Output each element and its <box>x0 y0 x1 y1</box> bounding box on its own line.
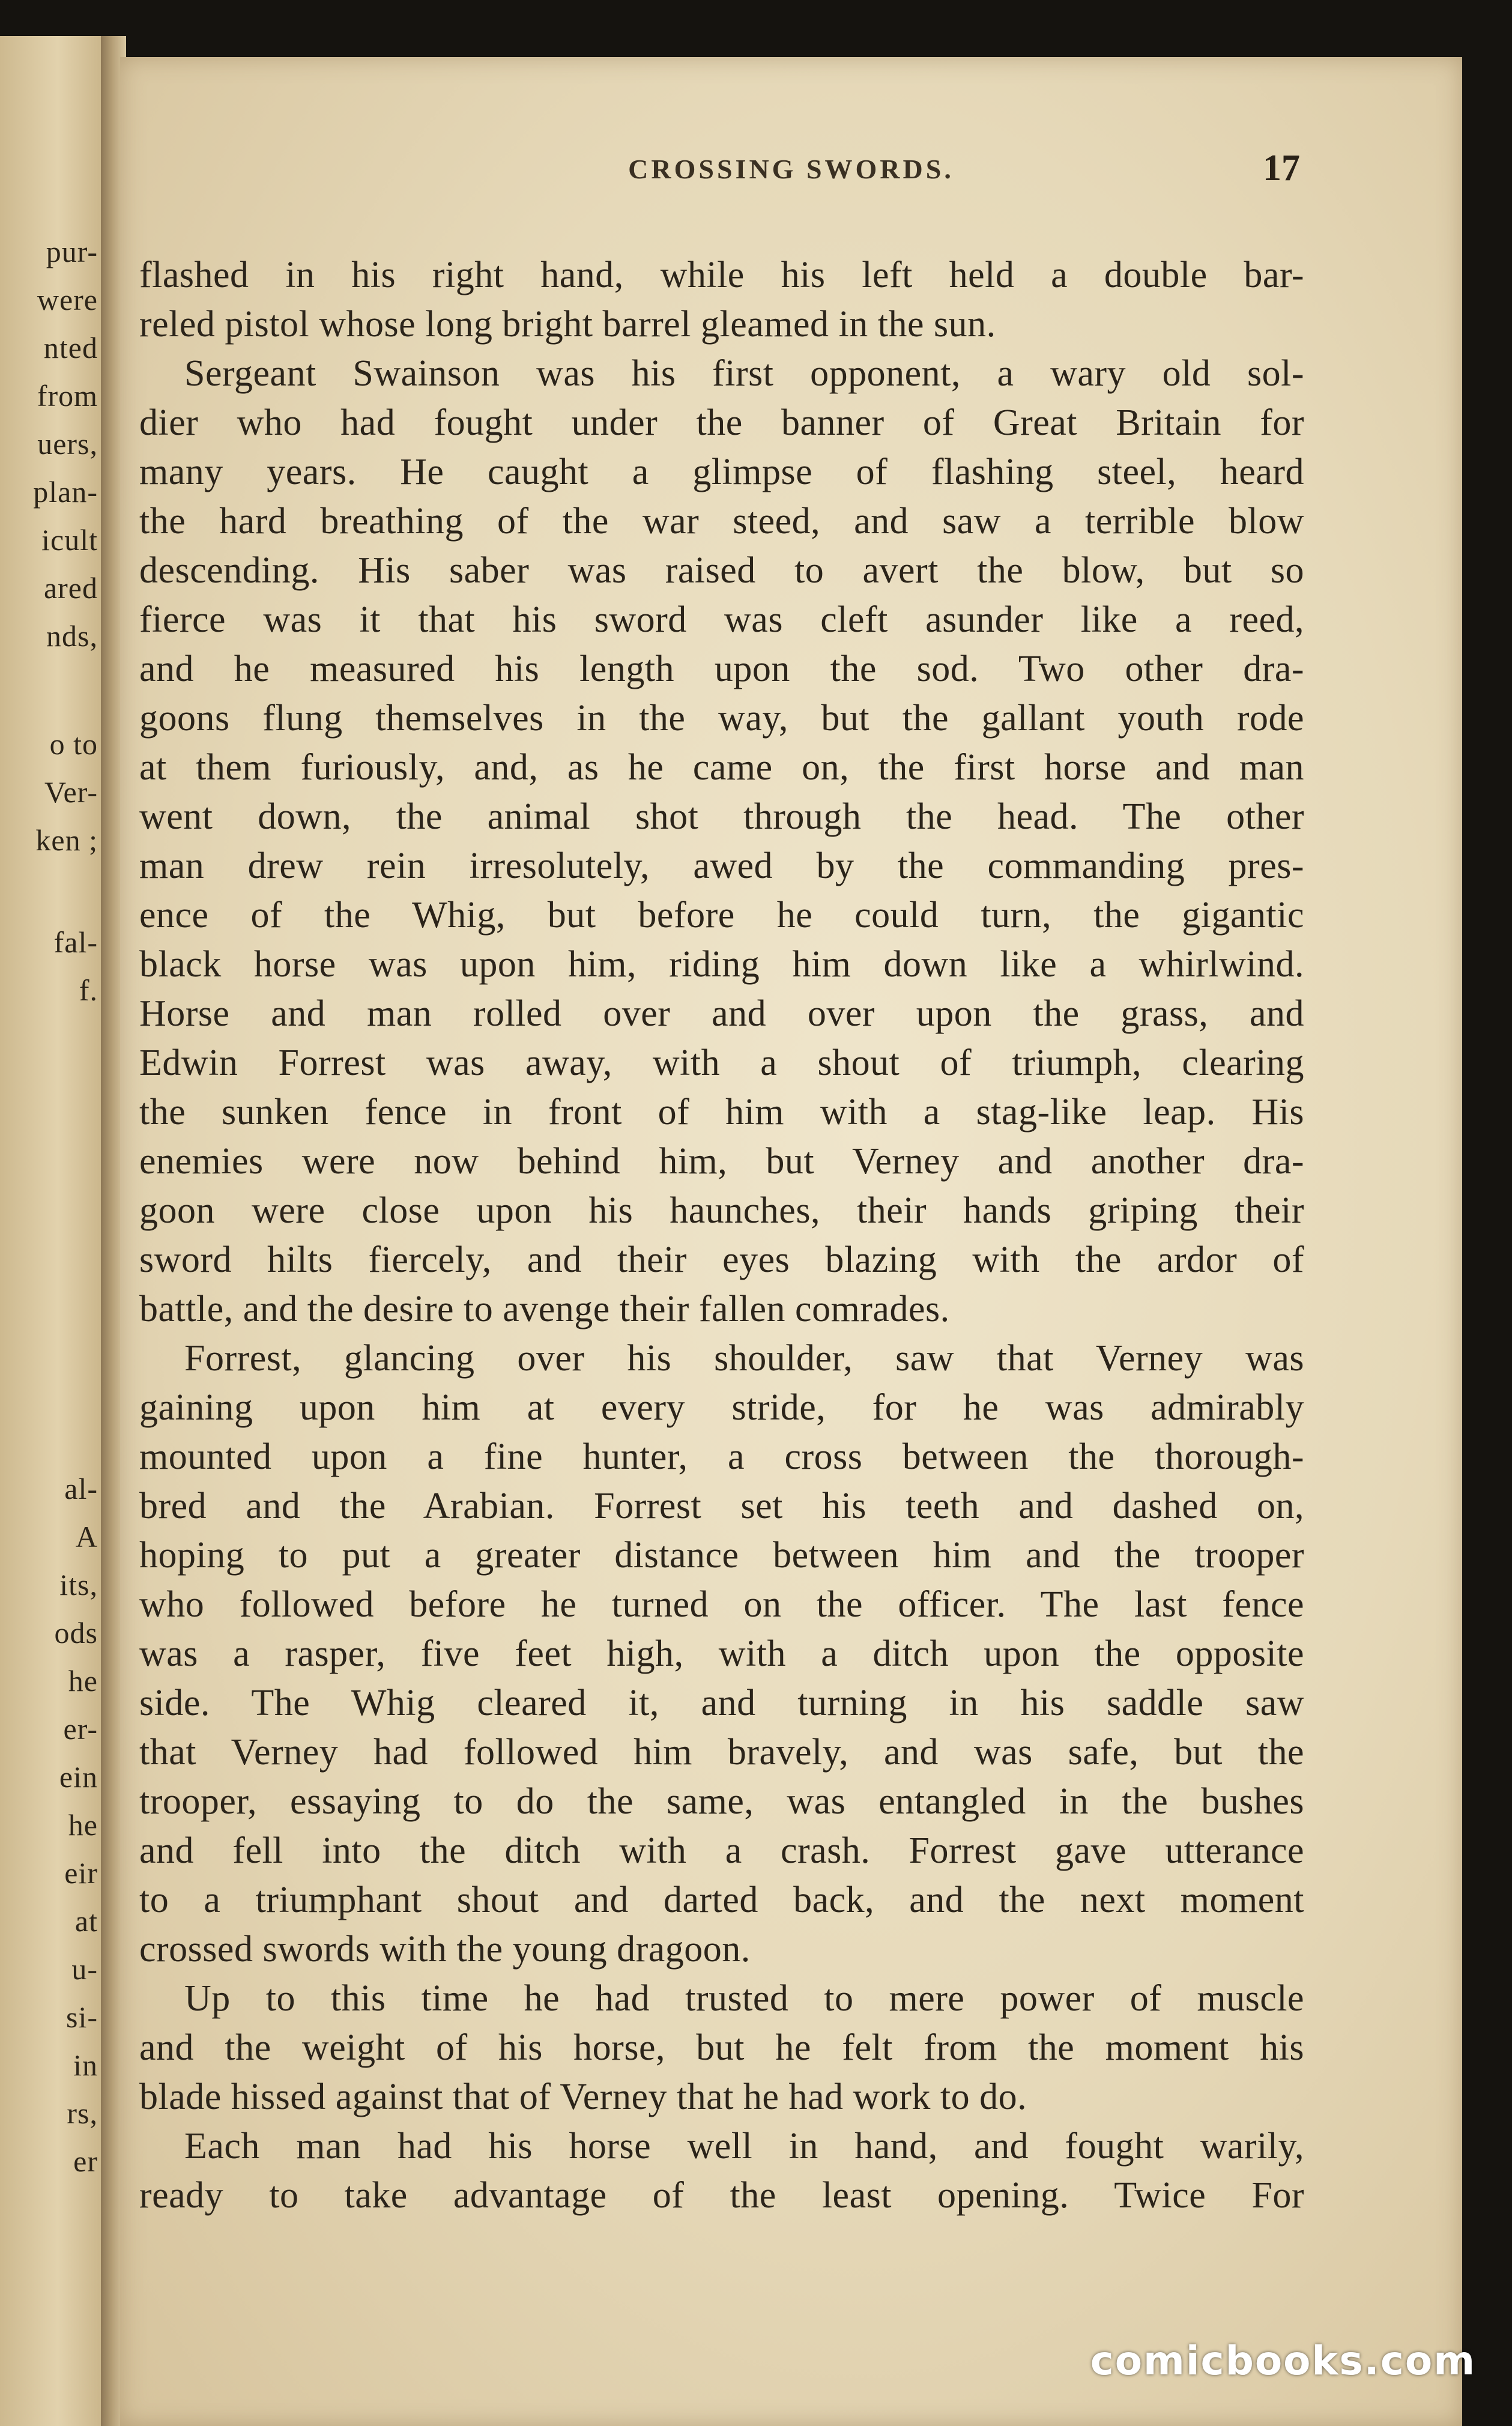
text-line: man drew rein irresolutely, awed by the commanding pres- <box>139 845 1304 886</box>
text-line: went down, the animal shot through the head. The other <box>139 796 1304 837</box>
prev-page-fragment: rs, <box>67 2096 98 2130</box>
prev-page-fragment: its, <box>59 1568 98 1602</box>
prev-page-fragment: he <box>68 1664 98 1698</box>
prev-page-fragment: u- <box>71 1952 98 1986</box>
text-line: sword hilts fiercely, and their eyes blazing with the ardor of <box>139 1239 1304 1280</box>
text-line: side. The Whig cleared it, and turning in his saddle saw <box>139 1683 1304 1723</box>
prev-page-fragment: uers, <box>37 427 98 461</box>
prev-page-fragment: ods <box>54 1616 98 1650</box>
prev-page-fragment: ared <box>43 571 98 605</box>
running-head <box>120 147 1462 189</box>
prev-page-fragment: er- <box>63 1712 98 1746</box>
text-line: at them furiously, and, as he came on, the first horse and man <box>139 747 1304 788</box>
prev-page-fragment: ein <box>59 1760 98 1794</box>
body-text <box>139 250 1304 2220</box>
text-line: mounted upon a fine hunter, a cross between the thorough- <box>139 1436 1304 1477</box>
text-line: who followed before he turned on the officer. The last fence <box>139 1584 1304 1625</box>
text-line: flashed in his right hand, while his left held a double bar- <box>139 255 1304 295</box>
prev-page-fragment: f. <box>79 973 98 1007</box>
prev-page-fragment: fal- <box>53 925 98 959</box>
text-line: Forrest, glancing over his shoulder, saw that Verney was <box>184 1338 1304 1379</box>
text-line: crossed swords with the young dragoon. <box>139 1929 751 1970</box>
text-line: ence of the Whig, but before he could turn, the gigantic <box>139 895 1304 936</box>
text-line: Up to this time he had trusted to mere power of muscle <box>184 1978 1304 2019</box>
text-line: and he measured his length upon the sod. Two other dra- <box>139 649 1304 689</box>
prev-page-fragment: eir <box>64 1856 98 1890</box>
text-line: Horse and man rolled over and over upon the grass, and <box>139 993 1304 1034</box>
text-line: enemies were now behind him, but Verney and another dra- <box>139 1141 1304 1182</box>
book-page <box>120 57 1462 2426</box>
running-title: CROSSING SWORDS. <box>628 154 954 184</box>
text-line: ready to take advantage of the least opening. Twice For <box>139 2175 1304 2216</box>
prev-page-fragment: o to <box>49 727 98 761</box>
text-line: and the weight of his horse, but he felt from the moment his <box>139 2027 1304 2068</box>
text-line: battle, and the desire to avenge their fallen comrades. <box>139 1289 950 1329</box>
prev-page-fragment: er <box>73 2144 98 2178</box>
text-line: dier who had fought under the banner of Great Britain for <box>139 402 1304 443</box>
prev-page-fragment: plan- <box>33 475 98 509</box>
text-line: descending. His saber was raised to avert the blow, but so <box>139 550 1304 591</box>
text-line: gaining upon him at every stride, for he was admirably <box>139 1387 1304 1428</box>
prev-page-fragment: from <box>37 379 98 413</box>
text-line: was a rasper, five feet high, with a ditch upon the opposite <box>139 1633 1304 1674</box>
text-line: to a triumphant shout and darted back, and the next moment <box>139 1880 1304 1920</box>
text-line: the hard breathing of the war steed, and saw a terrible blow <box>139 501 1304 542</box>
prev-page-fragment: were <box>37 283 98 316</box>
text-line: the sunken fence in front of him with a stag-like leap. His <box>139 1092 1304 1133</box>
text-line: and fell into the ditch with a crash. Forrest gave utterance <box>139 1830 1304 1871</box>
text-line: Edwin Forrest was away, with a shout of triumph, clearing <box>139 1042 1304 1083</box>
prev-page-fragment: at <box>74 1904 98 1938</box>
text-line: reled pistol whose long bright barrel gleamed in the sun. <box>139 304 996 345</box>
text-line: hoping to put a greater distance between him and the trooper <box>139 1535 1304 1576</box>
prev-page-fragment: al- <box>64 1472 98 1505</box>
prev-page-fragment: A <box>75 1520 98 1553</box>
page-number: 17 <box>1263 148 1300 189</box>
text-line: blade hissed against that of Verney that he had work to do. <box>139 2077 1027 2117</box>
prev-page-fragment: si- <box>66 2000 98 2034</box>
previous-page-edge <box>0 36 105 2426</box>
prev-page-fragment: icult <box>41 523 98 557</box>
text-line: many years. He caught a glimpse of flashing steel, heard <box>139 452 1304 492</box>
text-line: bred and the Arabian. Forrest set his teeth and dashed on, <box>139 1486 1304 1526</box>
text-line: black horse was upon him, riding him down like a whirlwind. <box>139 944 1304 985</box>
prev-page-fragment: ken ; <box>35 823 98 857</box>
text-line: goon were close upon his haunches, their hands griping their <box>139 1190 1304 1231</box>
text-line: Each man had his horse well in hand, and fought warily, <box>184 2126 1304 2167</box>
text-line: fierce was it that his sword was cleft asunder like a reed, <box>139 599 1304 640</box>
prev-page-fragment: Ver- <box>44 775 98 809</box>
text-line: trooper, essaying to do the same, was entangled in the bushes <box>139 1781 1304 1822</box>
text-line: goons flung themselves in the way, but the gallant youth rode <box>139 698 1304 739</box>
prev-page-fragment: he <box>68 1808 98 1842</box>
text-line: Sergeant Swainson was his first opponent, a wary old sol- <box>184 353 1304 394</box>
prev-page-fragment: pur- <box>46 235 98 268</box>
prev-page-fragment: nted <box>43 331 98 365</box>
prev-page-fragment: in <box>73 2048 98 2082</box>
watermark: comicbooks.com <box>1090 2338 1476 2384</box>
prev-page-fragment: nds, <box>46 619 98 653</box>
text-line: that Verney had followed him bravely, and was safe, but the <box>139 1732 1304 1773</box>
